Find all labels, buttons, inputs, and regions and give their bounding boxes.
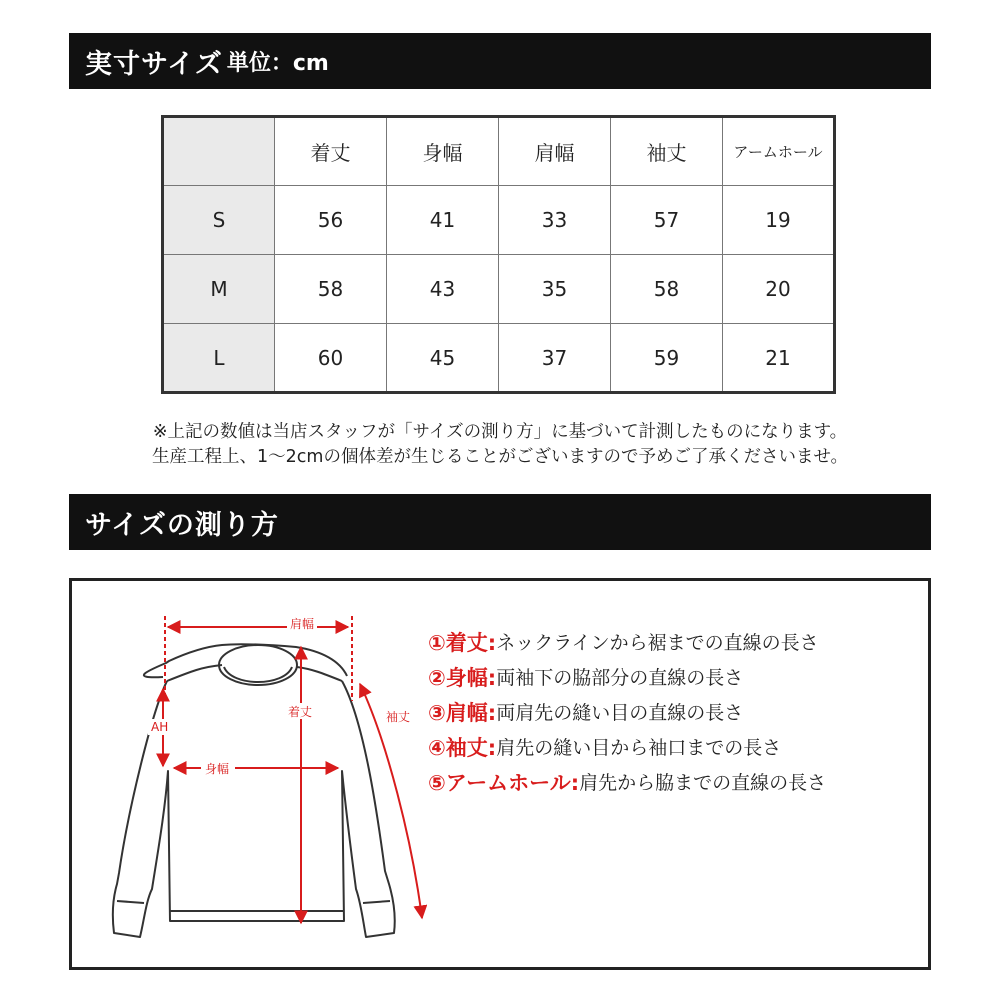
row-size-label: S	[163, 186, 275, 255]
table-header-row	[163, 117, 835, 186]
table-row	[163, 255, 835, 324]
row-size-label: M	[163, 255, 275, 324]
legend-key: ④袖丈:	[428, 735, 497, 760]
table-cell: 60	[275, 324, 387, 393]
legend-key: ②身幅:	[428, 665, 497, 690]
unit-label: 単位：cm	[226, 50, 329, 76]
legend-desc: 肩先から脇までの直線の長さ	[579, 772, 827, 794]
legend-key: ⑤アームホール:	[428, 770, 580, 795]
size-header-title: 実寸サイズ	[85, 48, 223, 80]
column-header: 身幅	[387, 117, 499, 186]
table-row	[163, 324, 835, 393]
armhole-label: AH	[151, 720, 169, 734]
legend-item	[428, 659, 826, 694]
table-cell: 58	[611, 255, 723, 324]
shoulder-label: 肩幅	[290, 617, 315, 631]
table-cell: 56	[275, 186, 387, 255]
legend-desc: 肩先の縫い目から袖口までの長さ	[496, 737, 782, 759]
legend-item	[428, 764, 826, 799]
legend-desc: ネックラインから裾までの直線の長さ	[496, 632, 819, 654]
size-table	[161, 115, 836, 394]
how-to-measure-title: サイズの測り方	[85, 509, 279, 541]
table-cell: 35	[499, 255, 611, 324]
table-cell: 43	[387, 255, 499, 324]
sleeve-label: 袖丈	[386, 710, 411, 724]
body-label: 身幅	[205, 762, 230, 776]
column-header: アームホール	[723, 117, 835, 186]
measurement-note	[70, 420, 930, 470]
table-row	[163, 186, 835, 255]
measure-legend	[428, 624, 826, 799]
legend-item	[428, 624, 826, 659]
legend-key: ①着丈:	[428, 630, 497, 655]
table-cell: 21	[723, 324, 835, 393]
legend-item	[428, 729, 826, 764]
table-cell: 37	[499, 324, 611, 393]
legend-desc: 両肩先の縫い目の直線の長さ	[496, 702, 744, 724]
note-line-1: ※上記の数値は当店スタッフが「サイズの測り方」に基づいて計測したものになります。	[152, 422, 848, 442]
row-size-label: L	[163, 324, 275, 393]
shirt-diagram	[72, 581, 427, 961]
table-cell: 41	[387, 186, 499, 255]
table-cell: 58	[275, 255, 387, 324]
note-line-2: 生産工程上、1〜2cmの個体差が生じることがございますので予めご了承くださいませ。	[152, 447, 848, 467]
table-corner-cell	[163, 117, 275, 186]
legend-desc: 両袖下の脇部分の直線の長さ	[496, 667, 744, 689]
table-cell: 33	[499, 186, 611, 255]
size-header-bar	[69, 33, 931, 89]
legend-key: ③肩幅:	[428, 700, 497, 725]
table-cell: 20	[723, 255, 835, 324]
column-header: 袖丈	[611, 117, 723, 186]
table-cell: 59	[611, 324, 723, 393]
legend-item	[428, 694, 826, 729]
table-cell: 57	[611, 186, 723, 255]
how-to-measure-header-bar	[69, 494, 931, 550]
table-cell: 19	[723, 186, 835, 255]
table-cell: 45	[387, 324, 499, 393]
length-label: 着丈	[288, 705, 313, 719]
column-header: 肩幅	[499, 117, 611, 186]
column-header: 着丈	[275, 117, 387, 186]
